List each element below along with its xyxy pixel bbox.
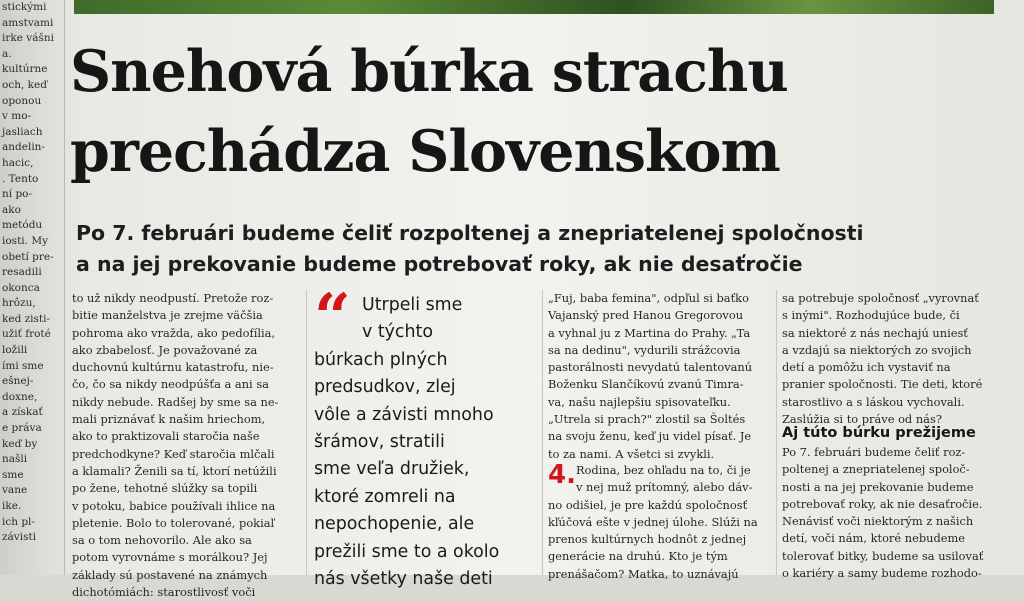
text-line: základy sú postavené na známych	[72, 567, 268, 582]
column-gutter	[542, 290, 543, 575]
article-column-3-section	[548, 462, 770, 583]
text-line: to za nami. A všetci si zvykli.	[548, 446, 715, 461]
text-line: sa o tom nehovorilo. Ale ako sa	[72, 533, 252, 548]
text-line: a klamali? Ženili sa tí, ktorí netúžili	[72, 463, 277, 478]
text-line: a.	[2, 47, 12, 60]
text-line: sa niektoré z nás nechajú uniesť	[782, 325, 968, 340]
text-line: Zaslúžia si to práve od nás?	[782, 412, 942, 427]
text-line: v týchto	[362, 322, 433, 343]
text-line: dichotómiách: starostlivosť voči	[72, 585, 256, 600]
article-column-3	[548, 290, 770, 463]
text-line: prežili sme to a okolo	[314, 541, 500, 562]
text-line: ako	[2, 203, 21, 216]
text-line: mali priznávať k našim hriechom,	[72, 412, 266, 427]
text-line: kľúčová ešte v jednej úlohe. Slúži na	[548, 514, 758, 529]
text-line: v potoku, babice používali ihlice na	[72, 498, 276, 513]
photo-strip	[74, 0, 994, 14]
headline-line-2: prechádza Slovenskom	[70, 118, 780, 185]
text-line: resadili	[2, 266, 42, 279]
text-line: poltenej a znepriatelenej spoloč-	[782, 462, 970, 477]
text-line: Boženku Slančíkovú zvanú Timra-	[548, 377, 744, 392]
text-line: ked zisti-	[2, 312, 51, 325]
quote-mark-icon: “	[314, 280, 351, 355]
text-line: „Fuj, baba femina", odpľul si baťko	[548, 291, 749, 305]
left-column-fragment	[0, 0, 62, 575]
text-line: predsudkov, zlej	[314, 377, 456, 398]
text-line: metódu	[2, 219, 43, 232]
text-line: prenos kultúrnych hodnôt z jednej	[548, 532, 747, 547]
text-line: kultúrne	[2, 63, 48, 76]
text-line: ako to praktizovali staročia naše	[72, 429, 260, 444]
text-line: potom vyrovnáme s morálkou? Jej	[72, 550, 268, 565]
column-divider	[64, 0, 65, 575]
text-line: a vzdajú sa niektorých zo svojich	[782, 342, 972, 357]
section-number: 4.	[548, 460, 576, 490]
text-line: ich pl-	[2, 515, 35, 528]
text-line: ložili	[2, 344, 28, 357]
text-line: ími sme	[2, 359, 44, 372]
text-line: okonca	[2, 281, 40, 294]
column-gutter	[306, 290, 307, 575]
text-line: och, keď	[2, 78, 47, 91]
text-line: ešnej-	[2, 375, 34, 388]
article-column-4	[782, 290, 1008, 428]
text-line: našli	[2, 453, 28, 466]
text-line: bitie manželstva je zrejme väčšia	[72, 308, 263, 323]
text-line: o kariéry a samy budeme rozhodo-	[782, 566, 982, 581]
text-line: v mo-	[2, 110, 32, 123]
subheadline-line-1: Po 7. februári budeme čeliť rozpoltenej a znepriatelenej spoločnosti	[76, 221, 864, 245]
text-line: nepochopenie, ale	[314, 514, 475, 535]
text-line: a získať	[2, 406, 43, 419]
text-line: sa na dedinu", vydurili strážcovia	[548, 342, 741, 357]
text-line: oponou	[2, 94, 42, 107]
text-line: šrámov, stratili	[314, 431, 445, 452]
text-line: ike.	[2, 500, 22, 512]
text-line: vane	[2, 484, 28, 497]
text-line: iosti. My	[2, 234, 49, 247]
text-line: nikdy nebude. Radšej by sme sa ne-	[72, 394, 279, 409]
text-line: stickými	[2, 1, 47, 13]
text-line: andelin-	[2, 141, 45, 154]
text-line: v nej muž prítomný, alebo dáv-	[576, 480, 753, 495]
text-line: nosti a na jej prekovanie budeme	[782, 479, 974, 494]
text-line: duchovnú kultúrnu katastrofu, nie-	[72, 360, 274, 375]
text-line: Rodina, bez ohľadu na to, či je	[576, 463, 751, 477]
subheadline	[76, 218, 976, 280]
text-line: Po 7. februári budeme čeliť roz-	[782, 445, 966, 459]
text-line: sa potrebuje spoločnosť „vyrovnať	[782, 291, 979, 305]
text-line: no odišiel, je pre každú spoločnosť	[548, 497, 748, 512]
text-line: pohroma ako vražda, ako pedofília,	[72, 325, 276, 340]
text-line: obetí pre-	[2, 250, 54, 263]
text-line: čo, čo sa nikdy neodpúšťa a ani sa	[72, 377, 269, 392]
text-line: hrôzu,	[2, 297, 36, 310]
text-line: závisti	[2, 531, 37, 544]
text-line: keď by	[2, 437, 38, 450]
subheadline-line-2: a na jej prekovanie budeme potrebovať roky, ak nie desaťročie	[76, 252, 803, 276]
text-line: ako zbabelosť. Je považované za	[72, 342, 258, 357]
text-line: sme veľa družiek,	[314, 459, 470, 480]
section-heading: Aj túto búrku prežijeme	[782, 425, 976, 441]
text-line: doxne,	[2, 390, 38, 403]
text-line: pranier spoločnosti. Tie deti, ktoré	[782, 377, 983, 392]
text-line: ktoré zomreli na	[314, 486, 456, 507]
text-line: irke vášni	[2, 32, 54, 45]
text-line: prenášačom? Matka, to uznávajú	[548, 566, 739, 581]
article-column-1	[72, 290, 304, 601]
text-line: generácie na druhú. Kto je tým	[548, 549, 728, 564]
text-line: tolerovať bitky, budeme sa usilovať	[782, 548, 984, 563]
text-line: búrkach plných	[314, 349, 448, 370]
text-line: starostlivo a s láskou vychovali.	[782, 394, 965, 409]
article-column-4-section	[782, 444, 1008, 582]
text-line: potrebovať roky, ak nie desaťročie.	[782, 496, 983, 511]
pull-quote-text	[314, 292, 544, 593]
text-line: predchodkyne? Keď staročia mlčali	[72, 446, 275, 461]
text-line: Nenávisť voči niektorým z našich	[782, 514, 974, 529]
text-line: detí, voči nám, ktoré nebudeme	[782, 531, 966, 546]
text-line: po žene, tehotné slúžky sa topili	[72, 481, 258, 496]
text-line: sme	[2, 468, 24, 481]
headline	[70, 32, 1010, 192]
text-line: detí a pomôžu ich vystaviť na	[782, 360, 951, 375]
text-line: . Tento	[2, 172, 39, 185]
text-line: e práva	[2, 422, 42, 435]
text-line: na svoju ženu, keď ju videl písať. Je	[548, 429, 752, 444]
text-line: „Utrela si prach?" zlostil sa Šoltés	[548, 412, 746, 427]
text-line: vôle a závisti mnoho	[314, 404, 494, 425]
text-line: jasliach	[2, 125, 43, 138]
text-line: amstvami	[2, 16, 54, 29]
text-line: nás všetky naše deti	[314, 568, 493, 589]
text-line: užiť froté	[2, 328, 51, 341]
column-gutter	[776, 290, 777, 575]
text-line: pastorálnosti nevydatú talentovanú	[548, 360, 753, 375]
text-line: Vajanský pred Hanou Gregorovou	[548, 308, 744, 323]
text-line: Utrpeli sme	[362, 295, 463, 315]
text-line: s inými". Rozhodujúce bude, či	[782, 308, 960, 323]
headline-line-1: Snehová búrka strachu	[70, 38, 788, 105]
text-line: pletenie. Bolo to tolerované, pokiaľ	[72, 515, 275, 530]
text-line: va, našu najlepšiu spisovateľku.	[548, 394, 731, 409]
text-line: ní po-	[2, 188, 33, 201]
pull-quote	[314, 280, 544, 589]
text-line: to už nikdy neodpustí. Pretože roz-	[72, 291, 274, 305]
text-line: a vyhnal ju z Martina do Prahy. „Ta	[548, 325, 751, 340]
text-line: hacic,	[2, 156, 34, 169]
